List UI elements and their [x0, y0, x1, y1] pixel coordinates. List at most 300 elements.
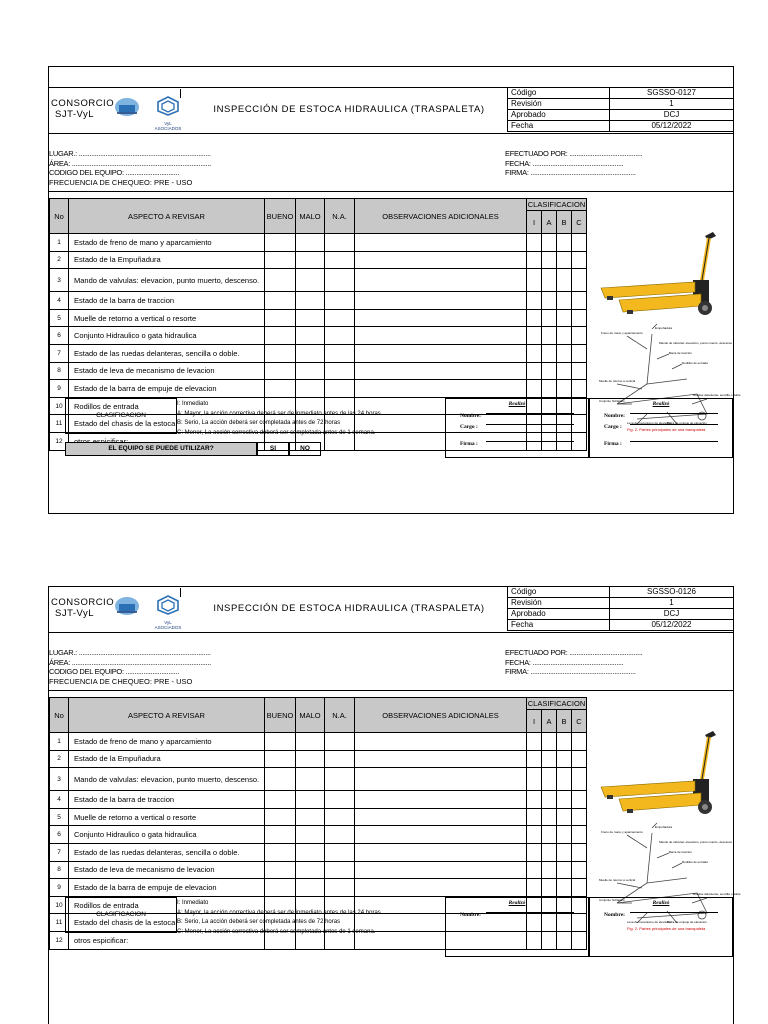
- legend-i: I: Inmediato: [177, 900, 209, 906]
- observaciones-cell[interactable]: [355, 327, 527, 345]
- clas-a-cell[interactable]: [542, 269, 557, 292]
- malo-cell[interactable]: [296, 843, 325, 861]
- meta-value: SGSSO-0126: [610, 587, 734, 598]
- malo-cell[interactable]: [296, 292, 325, 310]
- row-number: 12: [50, 432, 69, 450]
- clas-b-cell[interactable]: [557, 251, 572, 269]
- diagram-caption: Fig. 2: Partes principales de una transpaleta: [627, 427, 706, 432]
- clas-i-cell[interactable]: [527, 269, 542, 292]
- malo-cell[interactable]: [296, 768, 325, 791]
- na-cell[interactable]: [325, 234, 355, 252]
- col-i: I: [527, 710, 542, 733]
- col-no: No: [50, 199, 69, 234]
- observaciones-cell[interactable]: [355, 879, 527, 897]
- clasificacion-legend: [177, 899, 382, 937]
- clas-c-cell[interactable]: [572, 879, 587, 897]
- malo-cell[interactable]: [296, 861, 325, 879]
- vyl-logo: [153, 96, 183, 131]
- clas-c-cell[interactable]: [572, 768, 587, 791]
- row-aspecto: Estado de freno de mano y aparcamiento: [69, 234, 265, 252]
- col-c: C: [572, 211, 587, 234]
- firma-label: Firma :: [604, 441, 622, 447]
- clas-b-cell[interactable]: [557, 362, 572, 380]
- bueno-cell[interactable]: [265, 344, 296, 362]
- row-number: 9: [50, 380, 69, 398]
- meta-value: 1: [610, 598, 734, 609]
- na-cell[interactable]: [325, 380, 355, 398]
- clas-c-cell[interactable]: [572, 234, 587, 252]
- bueno-cell[interactable]: [265, 269, 296, 292]
- bueno-cell[interactable]: [265, 327, 296, 345]
- col-b: B: [557, 211, 572, 234]
- row-aspecto: Estado de la barra de empuje de elevacion: [69, 380, 265, 398]
- pallet-jack-image: [597, 721, 733, 821]
- clas-a-cell[interactable]: [542, 791, 557, 809]
- consortium-logo-icon: [113, 595, 141, 617]
- observaciones-cell[interactable]: [355, 344, 527, 362]
- meta-value: SGSSO-0127: [610, 88, 734, 99]
- bueno-cell[interactable]: [265, 380, 296, 398]
- table-row: [50, 234, 587, 252]
- vyl-caption: VyL ASOCIADOS: [154, 620, 182, 630]
- row-number: 12: [50, 931, 69, 949]
- document-meta: [507, 88, 734, 132]
- row-number: 2: [50, 251, 69, 269]
- diagram-label: Muelle de retorno a vertical: [599, 878, 636, 882]
- na-cell[interactable]: [325, 344, 355, 362]
- diagram-label: Freno de mano y aparcamiento: [601, 830, 643, 834]
- clas-i-cell[interactable]: [527, 733, 542, 751]
- inspection-form-2: [48, 586, 741, 1024]
- lugar-field[interactable]: LUGAR.: ..........................................................................: [49, 149, 211, 158]
- col-malo: MALO: [296, 698, 325, 733]
- col-aspecto: ASPECTO A REVISAR: [69, 199, 265, 234]
- malo-cell[interactable]: [296, 251, 325, 269]
- bueno-cell[interactable]: [265, 808, 296, 826]
- bueno-cell[interactable]: [265, 879, 296, 897]
- row-number: 4: [50, 292, 69, 310]
- row-aspecto: Estado de las ruedas delanteras, sencilla o doble.: [69, 344, 265, 362]
- na-cell[interactable]: [325, 826, 355, 844]
- clas-c-cell[interactable]: [572, 309, 587, 327]
- nombre-label: Nombre:: [604, 912, 625, 918]
- meta-key: Código: [508, 587, 610, 598]
- bueno-cell[interactable]: [265, 733, 296, 751]
- signature-box-1: [445, 897, 589, 957]
- col-observaciones: OBSERVACIONES ADICIONALES: [355, 698, 527, 733]
- bueno-cell[interactable]: [265, 768, 296, 791]
- signature-heading: Realizó: [652, 401, 670, 407]
- clas-i-cell[interactable]: [527, 380, 542, 398]
- col-clasificacion: CLASIFICACION: [527, 200, 586, 209]
- clas-i-cell[interactable]: [527, 768, 542, 791]
- table-row: [50, 750, 587, 768]
- na-cell[interactable]: [325, 861, 355, 879]
- legend-i: I: Inmediato: [177, 401, 209, 407]
- clas-a-cell[interactable]: [542, 768, 557, 791]
- row-aspecto: otros espicificar:: [69, 931, 265, 949]
- row-number: 10: [50, 896, 69, 914]
- clas-b-cell[interactable]: [557, 234, 572, 252]
- firma-line[interactable]: [486, 441, 574, 442]
- na-cell[interactable]: [325, 750, 355, 768]
- nombre-line[interactable]: [630, 413, 718, 414]
- clasificacion-box: CLASIFICACION: [65, 398, 177, 434]
- clas-b-cell[interactable]: [557, 861, 572, 879]
- clas-i-cell[interactable]: [527, 843, 542, 861]
- clas-i-cell[interactable]: [527, 879, 542, 897]
- clas-i-cell[interactable]: [527, 292, 542, 310]
- cargo-line[interactable]: [486, 424, 574, 425]
- clas-b-cell[interactable]: [557, 768, 572, 791]
- diagram-label: Leva de mecanismo de elevación: [627, 920, 672, 924]
- signature-heading: Realizó: [508, 900, 526, 906]
- clas-a-cell[interactable]: [542, 362, 557, 380]
- row-aspecto: Mando de valvulas: elevacion, punto muerto, descenso.: [69, 269, 265, 292]
- cargo-label: Cargo :: [460, 424, 478, 430]
- row-aspecto: Estado de la Empuñadura: [69, 750, 265, 768]
- meta-key: Aprobado: [508, 609, 610, 620]
- observaciones-cell[interactable]: [355, 750, 527, 768]
- row-number: 7: [50, 344, 69, 362]
- malo-cell[interactable]: [296, 309, 325, 327]
- diagram-caption: Fig. 2: Partes principales de una transpaleta: [627, 926, 706, 931]
- malo-cell[interactable]: [296, 750, 325, 768]
- frecuencia-text: FRECUENCIA DE CHEQUEO: PRE - USO: [49, 676, 193, 686]
- clas-a-cell[interactable]: [542, 861, 557, 879]
- diagram-label: Ruedas delanteras, sencilla o doble: [693, 393, 741, 397]
- clas-c-cell[interactable]: [572, 251, 587, 269]
- row-aspecto: Rodillos de entrada: [69, 397, 265, 415]
- clas-i-cell[interactable]: [527, 861, 542, 879]
- row-number: 8: [50, 861, 69, 879]
- row-aspecto: Estado de leva de mecanismo de levacion: [69, 362, 265, 380]
- clas-a-cell[interactable]: [542, 292, 557, 310]
- nombre-line[interactable]: [486, 912, 574, 913]
- row-aspecto: Estado de la barra de traccion: [69, 292, 265, 310]
- clas-a-cell[interactable]: [542, 234, 557, 252]
- meta-value: 05/12/2022: [610, 121, 734, 132]
- efectuado-field[interactable]: EFECTUADO POR: .........................................: [505, 648, 643, 657]
- diagram-label: Leva de mecanismo de elevación: [627, 421, 672, 425]
- table-row: [50, 269, 587, 292]
- clas-i-cell[interactable]: [527, 750, 542, 768]
- company-line-2: SJT-VyL: [55, 109, 95, 120]
- row-number: 11: [50, 914, 69, 932]
- observaciones-cell[interactable]: [355, 362, 527, 380]
- table-row: [50, 327, 587, 345]
- na-cell[interactable]: [325, 269, 355, 292]
- document-meta: [507, 587, 734, 631]
- legend-c: C: Menor, La acción correctiva deberá ser completada antes de 1 semana.: [177, 928, 376, 935]
- diagram-label: Muelle de retorno a vertical: [599, 379, 636, 383]
- vyl-caption: VyL ASOCIADOS: [154, 121, 182, 131]
- clas-i-cell[interactable]: [527, 251, 542, 269]
- row-aspecto: Muelle de retorno a vertical o resorte: [69, 309, 265, 327]
- clas-c-cell[interactable]: [572, 292, 587, 310]
- observaciones-cell[interactable]: [355, 791, 527, 809]
- clas-b-cell[interactable]: [557, 791, 572, 809]
- row-number: 1: [50, 733, 69, 751]
- bueno-cell[interactable]: [265, 826, 296, 844]
- legend-b: B: Serio, La acción deberá ser completada antes de 72 horas: [177, 420, 341, 426]
- row-aspecto: Estado de la barra de traccion: [69, 791, 265, 809]
- clas-i-cell[interactable]: [527, 327, 542, 345]
- na-cell[interactable]: [325, 808, 355, 826]
- lugar-field[interactable]: LUGAR.: ..........................................................................: [49, 648, 211, 657]
- bueno-cell[interactable]: [265, 791, 296, 809]
- meta-key: Aprobado: [508, 110, 610, 121]
- col-clasificacion: CLASIFICACION: [527, 699, 586, 708]
- bueno-cell[interactable]: [265, 292, 296, 310]
- table-row: [50, 791, 587, 809]
- codigo-field[interactable]: CODIGO DEL EQUIPO: ..............................: [49, 667, 180, 677]
- na-cell[interactable]: [325, 843, 355, 861]
- na-cell[interactable]: [325, 768, 355, 791]
- malo-cell[interactable]: [296, 791, 325, 809]
- observaciones-cell[interactable]: [355, 808, 527, 826]
- clas-i-cell[interactable]: [527, 234, 542, 252]
- clas-b-cell[interactable]: [557, 269, 572, 292]
- clas-i-cell[interactable]: [527, 344, 542, 362]
- row-aspecto: Estado del chasis de la estoca: [69, 415, 265, 433]
- clas-a-cell[interactable]: [542, 826, 557, 844]
- malo-cell[interactable]: [296, 879, 325, 897]
- clas-a-cell[interactable]: [542, 344, 557, 362]
- meta-key: Fecha: [508, 620, 610, 631]
- observaciones-cell[interactable]: [355, 251, 527, 269]
- clas-a-cell[interactable]: [542, 380, 557, 398]
- na-cell[interactable]: [325, 879, 355, 897]
- si-option[interactable]: SI: [257, 442, 289, 456]
- na-cell[interactable]: [325, 362, 355, 380]
- nombre-label: Nombre:: [460, 912, 481, 918]
- form-header: [49, 88, 733, 134]
- clas-c-cell[interactable]: [572, 380, 587, 398]
- nombre-label: Nombre:: [460, 413, 481, 419]
- observaciones-cell[interactable]: [355, 269, 527, 292]
- clas-a-cell[interactable]: [542, 251, 557, 269]
- clas-c-cell[interactable]: [572, 826, 587, 844]
- row-aspecto: Conjunto Hidraulico o gata hidraulica: [69, 327, 265, 345]
- consortium-logo-icon: [113, 96, 141, 118]
- row-number: 1: [50, 234, 69, 252]
- diagram-label: Freno de mano y aparcamiento: [601, 331, 643, 335]
- nombre-label: Nombre:: [604, 413, 625, 419]
- top-blank-row: [49, 67, 733, 88]
- row-number: 3: [50, 269, 69, 292]
- clas-b-cell[interactable]: [557, 750, 572, 768]
- clas-b-cell[interactable]: [557, 380, 572, 398]
- clasificacion-box: CLASIFICACION: [65, 897, 177, 933]
- clas-a-cell[interactable]: [542, 733, 557, 751]
- na-cell[interactable]: [325, 791, 355, 809]
- col-na: N.A.: [325, 698, 355, 733]
- efectuado-field[interactable]: EFECTUADO POR: .........................................: [505, 149, 643, 158]
- na-cell[interactable]: [325, 251, 355, 269]
- meta-value: 05/12/2022: [610, 620, 734, 631]
- firma-field[interactable]: FIRMA: ...........................................................: [505, 168, 636, 178]
- malo-cell[interactable]: [296, 362, 325, 380]
- clasificacion-legend: [177, 400, 382, 438]
- clas-c-cell[interactable]: [572, 269, 587, 292]
- row-aspecto: Conjunto Hidraulico o gata hidraulica: [69, 826, 265, 844]
- diagram-label: Barra de tracción: [669, 351, 692, 355]
- na-cell[interactable]: [325, 292, 355, 310]
- na-cell[interactable]: [325, 327, 355, 345]
- clas-c-cell[interactable]: [572, 733, 587, 751]
- company-line-1: CONSORCIO: [51, 98, 115, 109]
- row-number: 7: [50, 843, 69, 861]
- fecha-field[interactable]: FECHA: ...................................................: [505, 657, 624, 667]
- diagram-label: Rodillos de entrada: [682, 361, 708, 365]
- clas-i-cell[interactable]: [527, 309, 542, 327]
- clas-b-cell[interactable]: [557, 327, 572, 345]
- malo-cell[interactable]: [296, 327, 325, 345]
- row-number: 8: [50, 362, 69, 380]
- meta-key: Revisión: [508, 99, 610, 110]
- cargo-label: Cargo :: [604, 424, 622, 430]
- nombre-line[interactable]: [630, 912, 718, 913]
- clas-b-cell[interactable]: [557, 826, 572, 844]
- table-row: [50, 733, 587, 751]
- form-header: [49, 587, 733, 633]
- bueno-cell[interactable]: [265, 234, 296, 252]
- observaciones-cell[interactable]: [355, 826, 527, 844]
- fecha-field[interactable]: FECHA: ...................................................: [505, 158, 624, 168]
- row-number: 10: [50, 397, 69, 415]
- row-aspecto: Estado de leva de mecanismo de levacion: [69, 861, 265, 879]
- bueno-cell[interactable]: [265, 750, 296, 768]
- na-cell[interactable]: [325, 733, 355, 751]
- clas-c-cell[interactable]: [572, 843, 587, 861]
- clas-b-cell[interactable]: [557, 843, 572, 861]
- row-aspecto: Estado del chasis de la estoca: [69, 914, 265, 932]
- clas-c-cell[interactable]: [572, 808, 587, 826]
- col-malo: MALO: [296, 199, 325, 234]
- malo-cell[interactable]: [296, 344, 325, 362]
- row-number: 3: [50, 768, 69, 791]
- clas-a-cell[interactable]: [542, 750, 557, 768]
- firma-label: Firma :: [460, 441, 478, 447]
- clas-c-cell[interactable]: [572, 791, 587, 809]
- nombre-line[interactable]: [486, 413, 574, 414]
- col-aspecto: ASPECTO A REVISAR: [69, 698, 265, 733]
- clas-i-cell[interactable]: [527, 362, 542, 380]
- signature-box-1: [445, 398, 589, 458]
- firma-line[interactable]: [630, 441, 718, 442]
- clas-b-cell[interactable]: [557, 733, 572, 751]
- cargo-line[interactable]: [630, 424, 718, 425]
- row-aspecto: Estado de la barra de empuje de elevacion: [69, 879, 265, 897]
- meta-value: DCJ: [610, 110, 734, 121]
- observaciones-cell[interactable]: [355, 733, 527, 751]
- clas-b-cell[interactable]: [557, 879, 572, 897]
- clas-a-cell[interactable]: [542, 327, 557, 345]
- row-aspecto: Estado de la Empuñadura: [69, 251, 265, 269]
- row-number: 9: [50, 879, 69, 897]
- clas-c-cell[interactable]: [572, 861, 587, 879]
- table-row: [50, 344, 587, 362]
- bueno-cell[interactable]: [265, 861, 296, 879]
- col-c: C: [572, 710, 587, 733]
- clas-b-cell[interactable]: [557, 808, 572, 826]
- row-number: 5: [50, 808, 69, 826]
- observaciones-cell[interactable]: [355, 768, 527, 791]
- bueno-cell[interactable]: [265, 362, 296, 380]
- clas-a-cell[interactable]: [542, 843, 557, 861]
- malo-cell[interactable]: [296, 826, 325, 844]
- clas-a-cell[interactable]: [542, 879, 557, 897]
- col-bueno: BUENO: [265, 199, 296, 234]
- malo-cell[interactable]: [296, 733, 325, 751]
- signature-box-2: [589, 897, 733, 957]
- clas-a-cell[interactable]: [542, 808, 557, 826]
- legend-a: A: Mayor, la acción correctiva deberá ser de inmediato antes de las 24 horas.: [177, 410, 383, 417]
- bueno-cell[interactable]: [265, 309, 296, 327]
- bueno-cell[interactable]: [265, 843, 296, 861]
- col-bueno: BUENO: [265, 698, 296, 733]
- firma-field[interactable]: FIRMA: ...........................................................: [505, 667, 636, 677]
- observaciones-cell[interactable]: [355, 292, 527, 310]
- observaciones-cell[interactable]: [355, 861, 527, 879]
- clas-i-cell[interactable]: [527, 808, 542, 826]
- clas-c-cell[interactable]: [572, 362, 587, 380]
- clas-c-cell[interactable]: [572, 750, 587, 768]
- clas-b-cell[interactable]: [557, 344, 572, 362]
- bueno-cell[interactable]: [265, 251, 296, 269]
- col-no: No: [50, 698, 69, 733]
- area-field[interactable]: ÁREA: ..............................................................................: [49, 657, 211, 667]
- clas-b-cell[interactable]: [557, 292, 572, 310]
- table-row: [50, 309, 587, 327]
- vyl-cube-icon: [153, 96, 183, 116]
- clas-c-cell[interactable]: [572, 327, 587, 345]
- observaciones-cell[interactable]: [355, 309, 527, 327]
- clas-i-cell[interactable]: [527, 791, 542, 809]
- observaciones-cell[interactable]: [355, 843, 527, 861]
- company-name: [51, 597, 114, 619]
- table-row: [50, 861, 587, 879]
- clas-b-cell[interactable]: [557, 309, 572, 327]
- diagram-label: Barra de empuje de elevación: [667, 421, 707, 425]
- na-cell[interactable]: [325, 309, 355, 327]
- codigo-field[interactable]: CODIGO DEL EQUIPO: ..............................: [49, 168, 180, 178]
- row-aspecto: Mando de valvulas: elevacion, punto muerto, descenso.: [69, 768, 265, 791]
- legend-b: B: Serio, La acción deberá ser completada antes de 72 horas: [177, 919, 341, 925]
- row-aspecto: Estado de freno de mano y aparcamiento: [69, 733, 265, 751]
- no-option[interactable]: NO: [289, 442, 321, 456]
- observaciones-cell[interactable]: [355, 380, 527, 398]
- clas-a-cell[interactable]: [542, 309, 557, 327]
- clas-i-cell[interactable]: [527, 826, 542, 844]
- diagram-label: Mando de válvulas: elevación, punto muerto, descenso: [659, 840, 733, 844]
- diagram-label: Mando de válvulas: elevación, punto muerto, descenso: [659, 341, 733, 345]
- row-number: 6: [50, 826, 69, 844]
- clas-c-cell[interactable]: [572, 344, 587, 362]
- malo-cell[interactable]: [296, 380, 325, 398]
- general-info: [49, 633, 733, 691]
- table-row: [50, 251, 587, 269]
- table-row: [50, 292, 587, 310]
- meta-value: 1: [610, 99, 734, 110]
- form-title: INSPECCIÓN DE ESTOCA HIDRAULICA (TRASPALETA): [213, 104, 485, 115]
- malo-cell[interactable]: [296, 234, 325, 252]
- observaciones-cell[interactable]: [355, 234, 527, 252]
- malo-cell[interactable]: [296, 808, 325, 826]
- area-field[interactable]: ÁREA: ..............................................................................: [49, 158, 211, 168]
- malo-cell[interactable]: [296, 269, 325, 292]
